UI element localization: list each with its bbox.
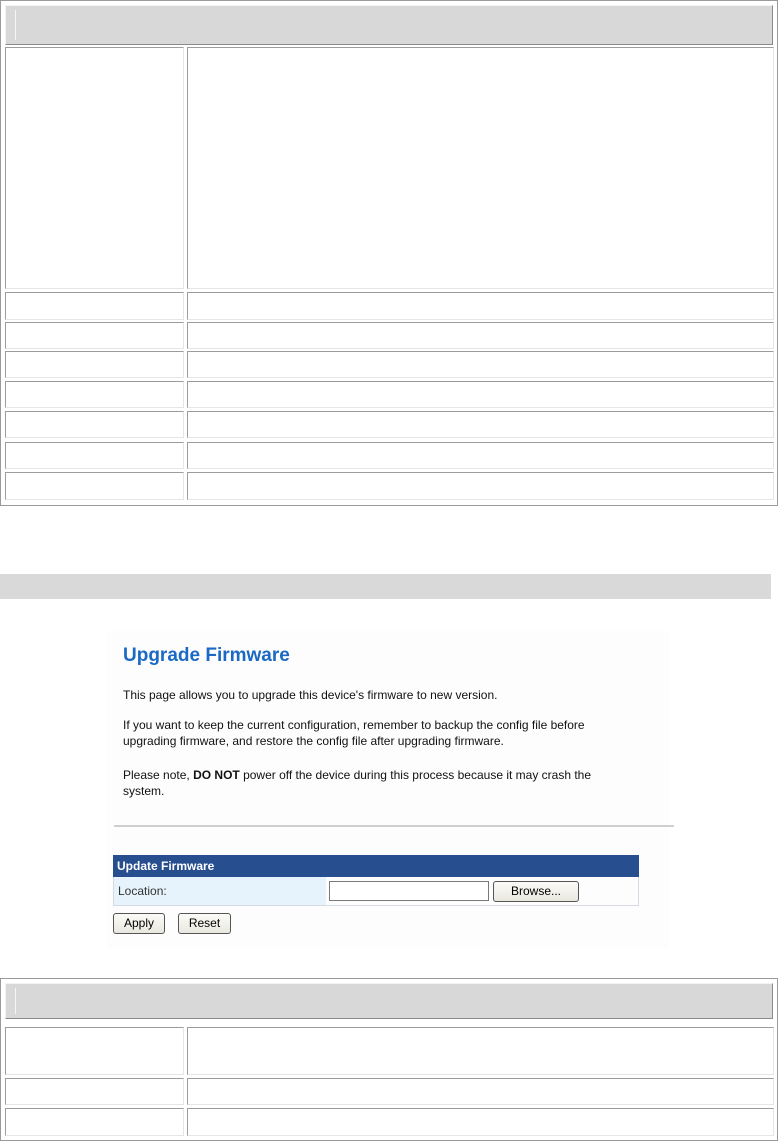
update-firmware-form (113, 855, 639, 906)
table-cell (187, 381, 774, 408)
bottom-parameter-table (0, 978, 778, 1141)
note-prefix: Please note, (123, 768, 194, 782)
table-cell (5, 47, 184, 289)
upgrade-firmware-panel (107, 631, 669, 949)
top-parameter-table (0, 0, 778, 506)
table-cell (5, 1108, 184, 1136)
advice-line-1: If you want to keep the current configuration, remember to backup the config file before (123, 718, 585, 732)
table-cell (5, 411, 184, 438)
bottom-table-header (5, 983, 773, 1019)
table-cell (187, 292, 774, 320)
advice-line-2: upgrading firmware, and restore the config file after upgrading firmware. (123, 734, 504, 748)
browse-button[interactable]: Browse... (493, 881, 579, 902)
page-title: Upgrade Firmware (123, 645, 290, 666)
form-header: Update Firmware (113, 855, 639, 877)
table-cell (5, 322, 184, 349)
table-cell (187, 442, 774, 469)
location-row (113, 877, 639, 906)
table-cell (187, 411, 774, 438)
table-cell (5, 472, 184, 500)
table-cell (187, 1078, 774, 1105)
separator (114, 825, 674, 827)
note-line-2: system. (123, 784, 165, 798)
location-input[interactable] (329, 881, 489, 901)
section-heading-bar (0, 574, 771, 599)
table-cell (187, 472, 774, 500)
table-cell (187, 1027, 774, 1075)
table-cell (187, 47, 774, 289)
location-label: Location: (114, 877, 326, 905)
table-cell (5, 381, 184, 408)
note-emphasis: DO NOT (193, 768, 240, 782)
table-cell (187, 1108, 774, 1136)
table-cell (5, 351, 184, 378)
intro-text: This page allows you to upgrade this device's firmware to new version. (123, 688, 498, 702)
note-line-1-rest: power off the device during this process because it may crash the (239, 768, 592, 782)
table-cell (5, 1027, 184, 1075)
apply-button[interactable]: Apply (113, 913, 165, 934)
table-cell (5, 1078, 184, 1105)
table-cell (187, 351, 774, 378)
reset-button[interactable]: Reset (178, 913, 231, 934)
table-cell (187, 322, 774, 349)
warning-note (123, 767, 653, 799)
advice-text (123, 717, 653, 749)
table-cell (5, 442, 184, 469)
top-table-header (5, 5, 773, 45)
table-cell (5, 292, 184, 320)
